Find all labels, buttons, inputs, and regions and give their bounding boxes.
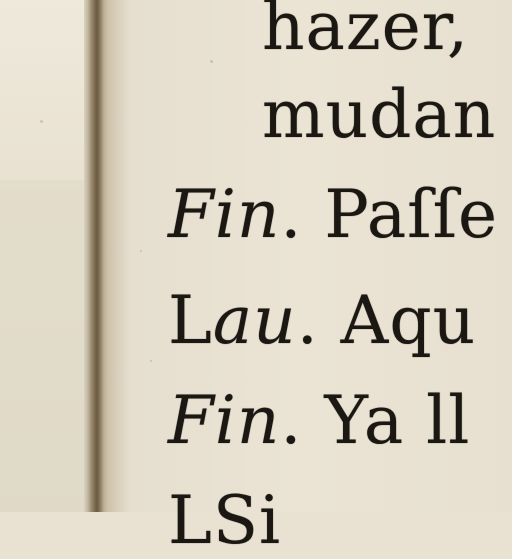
line-text: Paſſe (324, 176, 499, 253)
paper-speck (140, 250, 142, 252)
paper-speck (150, 360, 152, 362)
text-line-3 (168, 176, 499, 253)
text-line-4 (168, 282, 477, 359)
line-text: Si (212, 482, 282, 559)
binding-gutter (84, 0, 108, 512)
speaker-initial: L (168, 482, 213, 559)
text-line-6 (168, 482, 282, 559)
paper-speck (210, 60, 213, 63)
speaker-punct: . (280, 382, 325, 459)
line-text: Aqu (340, 282, 477, 359)
speaker-label: Fin (168, 382, 281, 459)
line-text: hazer, (262, 0, 469, 65)
speaker-label: au (212, 282, 297, 359)
line-text: mudan (262, 76, 497, 153)
speaker-label: Fin (168, 176, 281, 253)
text-line-2 (262, 76, 497, 153)
text-line-1 (262, 0, 469, 65)
speaker-initial: L (168, 282, 213, 359)
text-line-5 (168, 382, 471, 459)
speaker-punct: . (280, 176, 325, 253)
speaker-punct: . (296, 282, 341, 359)
line-text: Ya ll (324, 382, 471, 459)
adjacent-page-shade (0, 180, 84, 512)
paper-speck (40, 120, 43, 123)
